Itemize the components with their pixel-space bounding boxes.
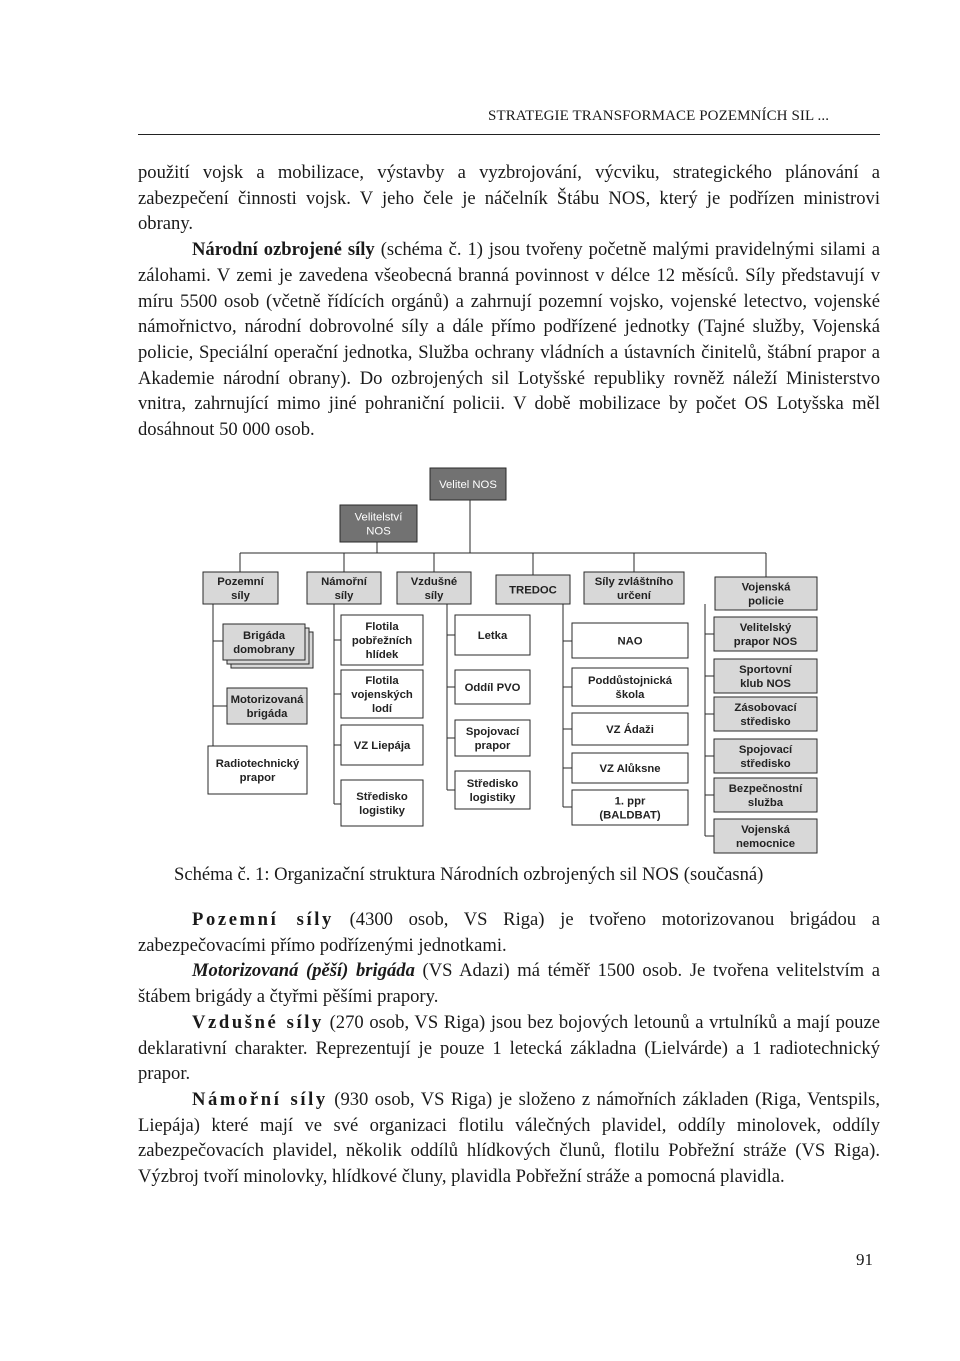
box-letka — [455, 615, 530, 655]
box-vojenska-nemocnice — [714, 819, 817, 853]
org-box-label: policie — [748, 595, 784, 608]
paragraph-4 — [138, 958, 880, 1009]
box-poddustojnicka-skola — [572, 668, 688, 706]
paragraph-6-body: (930 osob, VS Riga) je složeno z námořních základen (Riga, Ventspils, Liepája) které mají ve své organizaci flotilu válečných plavidel, oddíly minolovek, oddíly zabezpečovacích plavidel, několik oddílů hlídkových člunů, flotilu Pobřežní stráže (VS Riga). Výzbroj tvoří minolovky, hlídkové čluny, plavidla Pobřežní stráže a pomocná plavidla. — [138, 1088, 880, 1188]
running-head: STRATEGIE TRANSFORMACE POZEMNÍCH SIL ... — [488, 108, 830, 124]
box-oddil-pvo — [455, 670, 530, 704]
box-vz-adazi — [572, 713, 688, 745]
paragraph-3-lead: Pozemní síly — [192, 909, 334, 930]
org-box-label: VZ Alůksne — [599, 763, 661, 775]
org-box-label: VZ Ádaži — [606, 724, 654, 736]
box-flotila-vojenskych-lodi — [341, 670, 423, 718]
org-box-label: síly — [231, 590, 250, 602]
page-number: 91 — [856, 1250, 873, 1269]
org-box-label: domobrany — [233, 644, 295, 656]
box-vz-liepaja — [341, 725, 423, 765]
paragraph-6-lead: Námořní síly — [192, 1088, 328, 1110]
org-box-label: NOS — [366, 525, 391, 538]
org-box-label: TREDOC — [509, 584, 557, 597]
org-box-label: nemocnice — [735, 838, 796, 850]
org-box-label: Flotila — [365, 675, 399, 687]
org-box-label: služba — [747, 797, 784, 809]
box-tredoc — [496, 575, 570, 604]
org-box-label: vojenských — [351, 689, 413, 701]
org-box-label: brigáda — [246, 708, 288, 720]
paragraph-4-body: (VS Adazi) má téměř 1500 osob. Je tvořena velitelstvím a štábem brigády a čtyřmi pěšími prapory. — [138, 960, 880, 1008]
box-stredisko-logistiky-namorni — [341, 780, 423, 826]
box-radiotechnicky-prapor — [208, 746, 307, 794]
org-box-label: VZ Liepája — [353, 740, 411, 752]
figure-caption: Schéma č. 1: Organizační struktura Národních ozbrojených sil NOS (současná) — [174, 864, 764, 885]
org-box-label: pobřežních — [351, 635, 413, 647]
box-spojovaci-stredisko — [714, 739, 817, 773]
box-vojenska-policie — [715, 577, 817, 610]
box-zasobovaci-stredisko — [714, 697, 817, 731]
org-box-label: logistiky — [469, 792, 516, 804]
org-box-label: Brigáda — [242, 630, 286, 642]
box-sily-zvlastniho-urceni — [584, 572, 684, 604]
org-box-label: Poddůstojnická — [587, 675, 673, 687]
paragraph-5-body: (270 osob, VS Riga) jsou bez bojových letounů a vrtulníků a mají pouze deklarativní charakter. Reprezentují je pouze 1 letecká základna (Lielvárde) a 1 radiotechnický prapor. — [138, 1011, 880, 1085]
org-box-label: Středisko — [466, 778, 519, 790]
box-stredisko-logistiky-vzdusne — [455, 771, 530, 809]
org-box-label: lodí — [371, 703, 393, 715]
org-box-label: středisko — [740, 716, 791, 728]
org-box-label: Vzdušné — [410, 576, 458, 588]
paragraph-1: použití vojsk a mobilizace, výstavby a vyzbrojování, výcviku, strategického plánování a zabezpečení činnosti vojsk. V jeho čele je náčelník Štábu NOS, který je podřízen ministrovi obrany. — [138, 162, 880, 235]
box-1-ppr-baldbat — [572, 790, 688, 825]
org-box-label: Vojenská — [741, 824, 790, 836]
org-box-label: Síly zvláštního — [594, 576, 674, 588]
box-flotila-pobreznich-hlidek — [341, 615, 423, 665]
org-box-label: Radiotechnický — [215, 758, 300, 770]
org-box-label: síly — [334, 590, 354, 602]
paragraph-5 — [138, 1010, 880, 1087]
paragraph-6 — [138, 1087, 880, 1190]
paragraph-3-body: (4300 osob, VS Riga) je tvořeno motorizovanou brigádou a zabezpečovacími přímo podřízenými jednotkami. — [138, 909, 880, 956]
org-box-label: (BALDBAT) — [599, 809, 661, 822]
org-box-label: prapor — [239, 772, 276, 784]
org-box-label: Velitelský — [739, 622, 792, 634]
box-namorni-sily — [307, 572, 381, 604]
box-motorizovana-brigada — [227, 688, 307, 724]
org-box-label: Spojovací — [465, 726, 520, 738]
org-box-label: Letka — [477, 630, 508, 642]
box-velitel-nos — [430, 468, 506, 500]
org-box-label: středisko — [740, 758, 791, 770]
org-box-label: Velitelství — [354, 511, 403, 524]
paragraph-4-lead: Motorizovaná (pěší) brigáda — [192, 960, 415, 982]
org-box-label: Středisko — [356, 791, 408, 803]
org-box-label: síly — [424, 590, 444, 602]
org-box-label: Námořní — [321, 576, 367, 588]
org-box-label: Motorizovaná — [230, 694, 304, 706]
org-box-label: klub NOS — [740, 678, 791, 690]
org-box-label: Spojovací — [738, 744, 793, 756]
org-box-label: Zásobovací — [734, 702, 797, 714]
org-box-label: logistiky — [359, 805, 405, 817]
org-box-label: prapor NOS — [733, 636, 798, 648]
box-bezpecnostni-sluzba — [714, 778, 817, 812]
org-box-label: Vojenská — [741, 581, 791, 594]
org-box-label: Bezpečnostní — [728, 783, 803, 795]
box-velitelsky-prapor-nos — [714, 617, 817, 651]
box-vzdusne-sily — [397, 572, 471, 604]
org-box-label: Oddíl PVO — [464, 682, 521, 694]
box-vz-aluksne — [572, 753, 688, 783]
org-box-label: hlídek — [365, 649, 399, 661]
org-box-label: Flotila — [365, 621, 399, 633]
org-box-label: prapor — [474, 740, 511, 752]
org-box-label: určení — [617, 590, 651, 602]
box-nao — [572, 623, 688, 658]
body-text-bottom — [138, 907, 880, 1190]
paragraph-5-lead: Vzdušné síly — [192, 1011, 324, 1033]
box-pozemni-sily — [203, 572, 278, 604]
org-box-label: Sportovní — [739, 664, 792, 676]
paragraph-2-body: (schéma č. 1) jsou tvořeny početně malými pravidelnými silami a zálohami. V zemi je zavedena všeobecná branná povinnost v délce 12 měsíců. Síly představují v míru 5500 osob (včetně řídících orgánů) a zahrnují pozemní vojsko, vojenské letectvo, vojenské námořnictvo, národní dobrovolné síly a dále přímo podřízené jednotky (Tajné služby, Vojenská policie, Speciální operační jednotka, Služba ochrany vládních a ústavních činitelů, štábní prapor a Akademie národní obrany). Do ozbrojených sil Lotyšské republiky rovněž náleží Ministerstvo vnitra, zahrnující mimo jiné pohraniční policii. V době mobilizace by počet OS Lotyšska měl dosáhnout 50 000 osob. — [138, 239, 880, 441]
box-sportovni-klub-nos — [714, 659, 817, 693]
box-spojovaci-prapor — [455, 720, 530, 756]
box-brigada-domobrany — [223, 624, 305, 660]
paragraph-3 — [138, 907, 880, 958]
org-box-label: Velitel NOS — [439, 479, 497, 491]
org-box-label: Pozemní — [217, 576, 264, 588]
org-box-label: NAO — [617, 635, 643, 648]
org-box-label: škola — [615, 689, 645, 701]
org-box-label: 1. ppr — [614, 795, 646, 808]
box-velitelstvi-nos — [340, 505, 417, 542]
paragraph-2-lead: Národní ozbrojené síly — [192, 239, 375, 261]
